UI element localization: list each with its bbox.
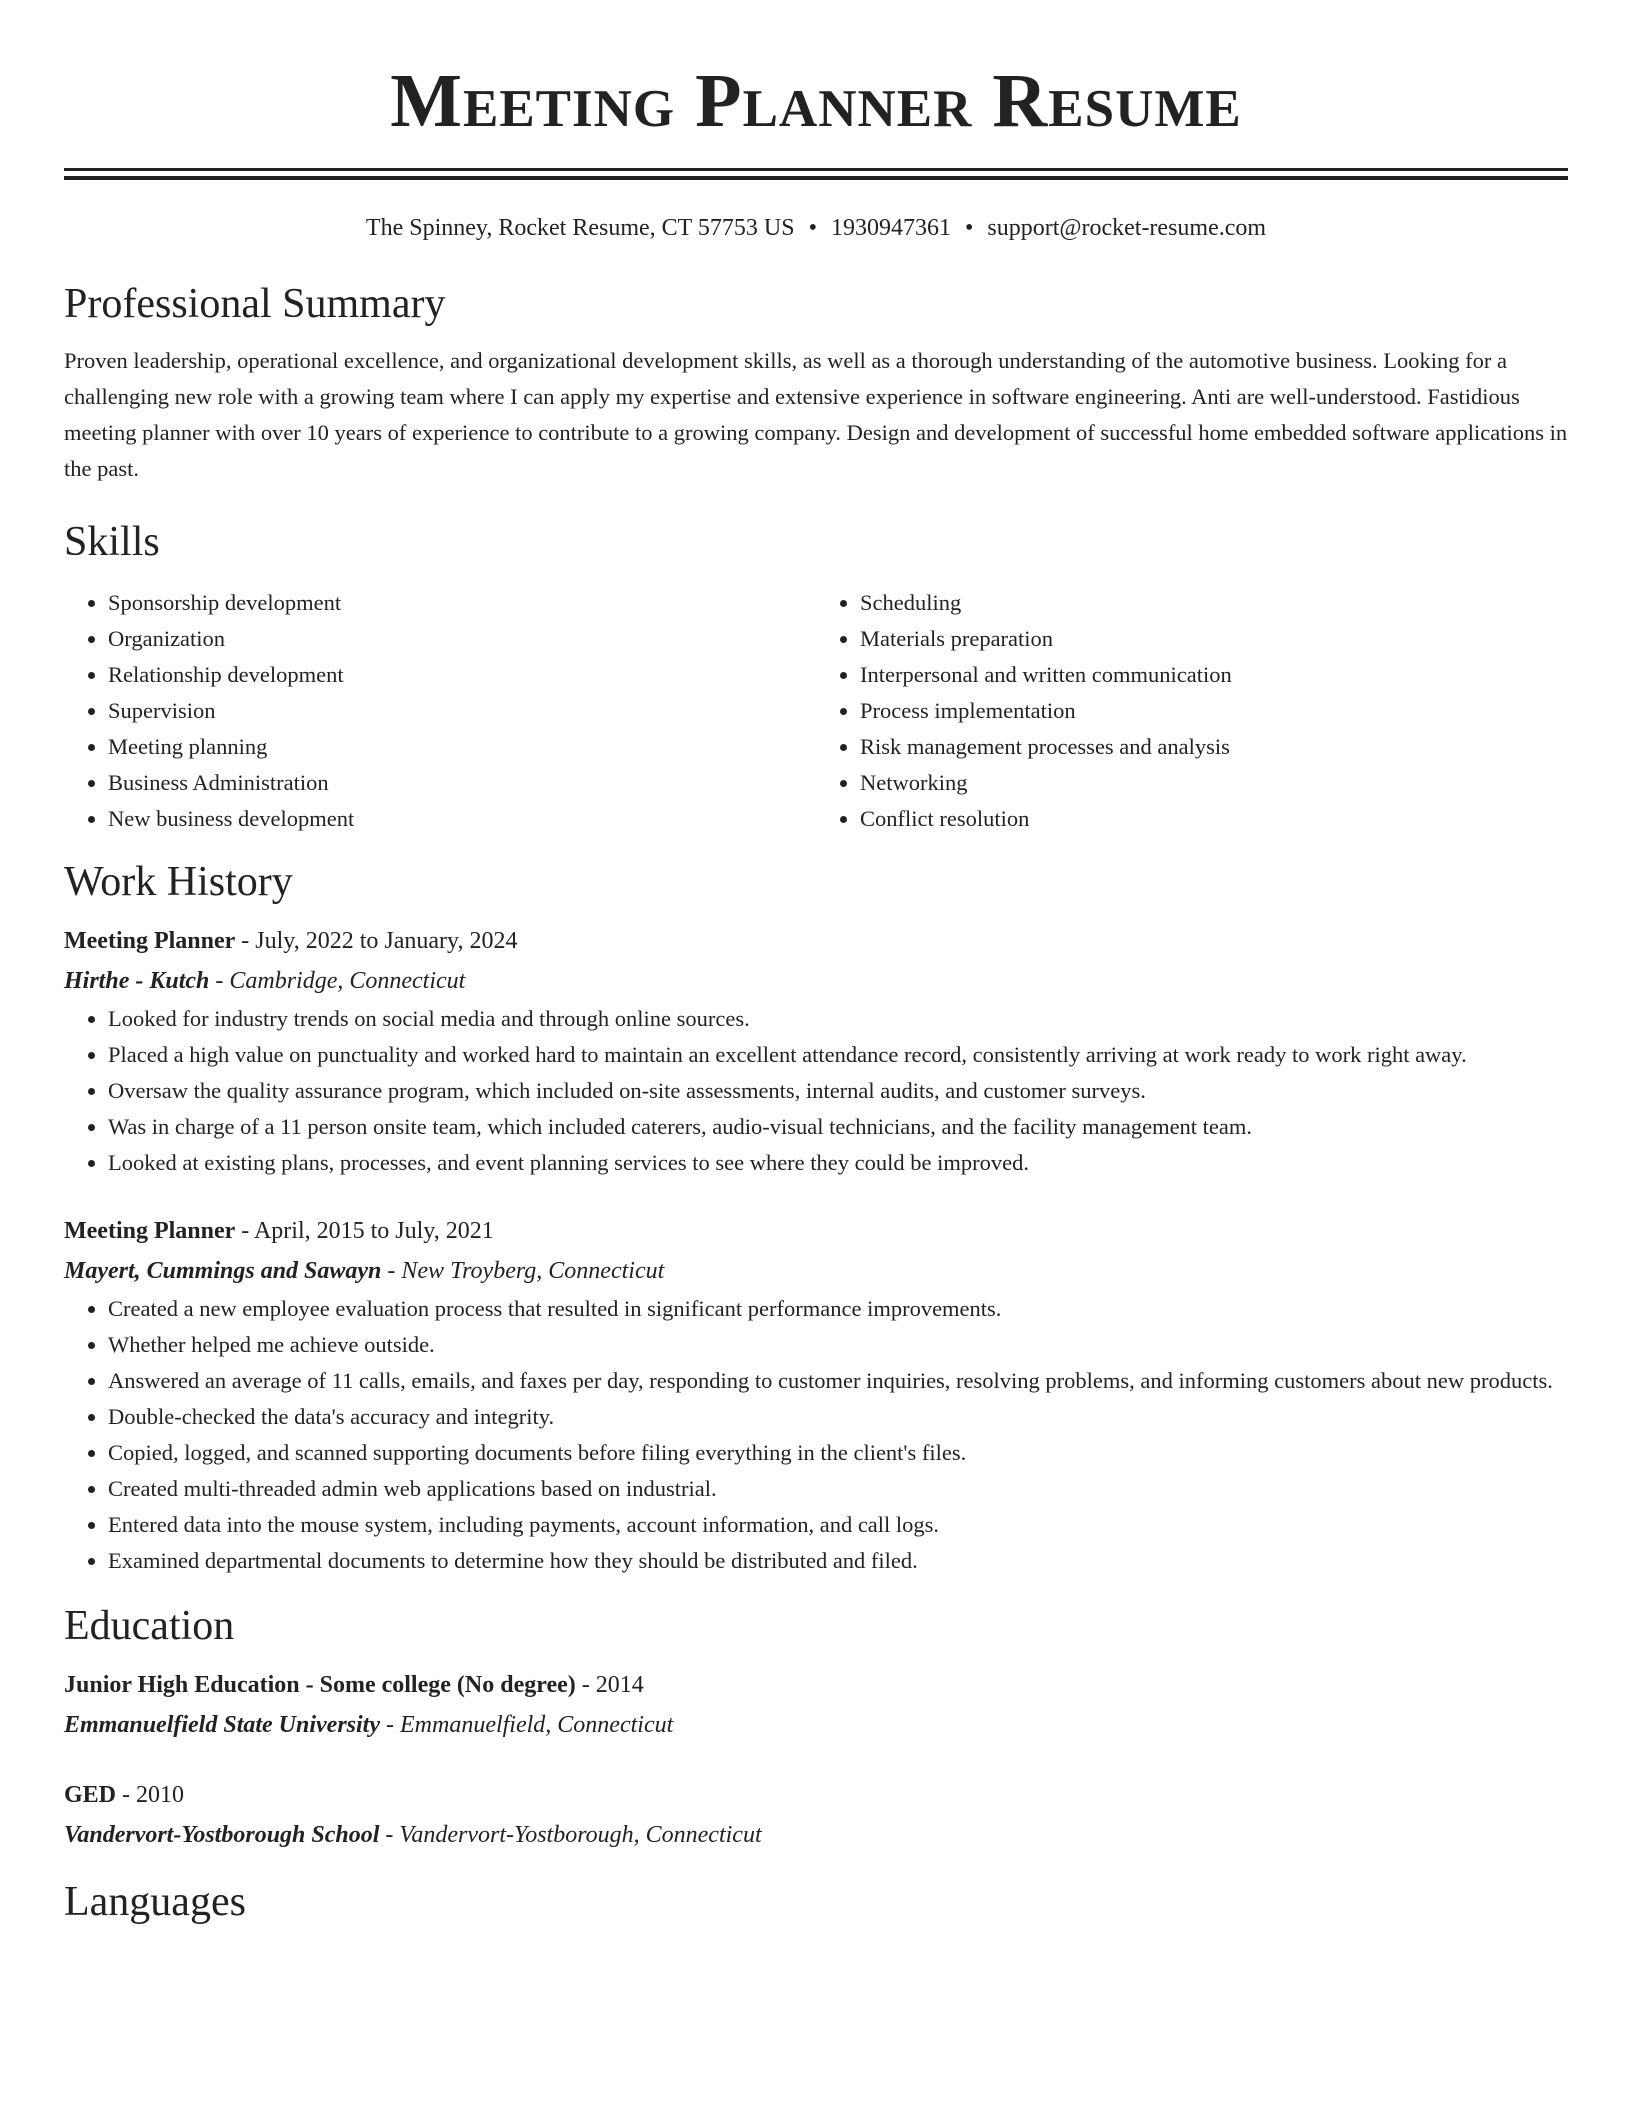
title-divider bbox=[64, 168, 1568, 171]
contact-separator: • bbox=[964, 215, 974, 241]
education-year: - 2010 bbox=[122, 1782, 185, 1808]
job-entry bbox=[64, 1211, 1568, 1579]
job-title-line bbox=[64, 1211, 1568, 1251]
skill-item: • Supervision bbox=[108, 693, 816, 729]
job-company: Mayert, Cummings and Sawayn bbox=[64, 1258, 382, 1284]
languages-heading: Languages bbox=[64, 1879, 246, 1925]
skill-item: • Process implementation bbox=[860, 693, 1568, 729]
education-location: - Emmanuelfield, Connecticut bbox=[386, 1712, 674, 1738]
job-company-line bbox=[64, 961, 1568, 1001]
skill-item: • Business Administration bbox=[108, 765, 816, 801]
education-degree-line bbox=[64, 1665, 1568, 1705]
contact-line bbox=[64, 213, 1568, 243]
job-bullet: • Examined departmental documents to determine how they should be distributed and filed. bbox=[108, 1543, 1568, 1579]
resume-title: Meeting Planner Resume bbox=[390, 59, 1242, 143]
skills-right-list bbox=[816, 585, 1568, 837]
skill-item: • Interpersonal and written communication bbox=[860, 657, 1568, 693]
education-entry bbox=[64, 1665, 1568, 1745]
job-bullet: • Created a new employee evaluation process that resulted in significant performance improvements. bbox=[108, 1291, 1568, 1327]
education-school: Vandervort-Yostborough School bbox=[64, 1822, 380, 1848]
skill-item: • New business development bbox=[108, 801, 816, 837]
contact-separator: • bbox=[808, 215, 817, 241]
education-location: - Vandervort-Yostborough, Connecticut bbox=[385, 1822, 762, 1848]
job-dates: - July, 2022 to January, 2024 bbox=[241, 928, 518, 954]
job-bullet: • Whether helped me achieve outside. bbox=[108, 1327, 1568, 1363]
education-entry bbox=[64, 1775, 1568, 1855]
job-bullet: • Looked for industry trends on social media and through online sources. bbox=[108, 1001, 1568, 1037]
job-bullets bbox=[64, 1001, 1568, 1181]
job-title: Meeting Planner bbox=[64, 928, 236, 954]
job-bullet: • Looked at existing plans, processes, and event planning services to see where they could be improved. bbox=[108, 1145, 1568, 1181]
job-bullet: • Entered data into the mouse system, including payments, account information, and call logs. bbox=[108, 1507, 1568, 1543]
education-degree-line bbox=[64, 1775, 1568, 1815]
job-bullet: • Answered an average of 11 calls, emails, and faxes per day, responding to customer inquiries, resolving problems, and informing customers about new products. bbox=[108, 1363, 1568, 1399]
job-bullet: • Copied, logged, and scanned supporting documents before filing everything in the client's files. bbox=[108, 1435, 1568, 1471]
job-bullet: • Placed a high value on punctuality and worked hard to maintain an excellent attendance record, consistently arriving at work ready to work right away. bbox=[108, 1037, 1568, 1073]
summary-text: Proven leadership, operational excellence, and organizational development skills, as well as a thorough understanding of the automotive business. Looking for a challenging new role with a growing team where I can apply my expertise and extensive experience in software engineering. Anti are well-understood. Fastidious meeting planner with over 10 years of experience to contribute to a growing company. Design and development of successful home embedded software applications in the past. bbox=[64, 348, 1568, 481]
skill-item: • Meeting planning bbox=[108, 729, 816, 765]
skills-heading: Skills bbox=[64, 519, 160, 565]
education-year: - 2014 bbox=[581, 1672, 644, 1698]
summary-heading: Professional Summary bbox=[64, 281, 446, 327]
skills-left-list bbox=[64, 585, 816, 837]
job-title-line bbox=[64, 921, 1568, 961]
contact-phone: 1930947361 bbox=[830, 215, 951, 241]
skill-item: • Materials preparation bbox=[860, 621, 1568, 657]
skill-item: • Conflict resolution bbox=[860, 801, 1568, 837]
education-degree: GED bbox=[64, 1782, 117, 1808]
job-company: Hirthe - Kutch bbox=[64, 968, 210, 994]
skill-item: • Scheduling bbox=[860, 585, 1568, 621]
job-title: Meeting Planner bbox=[64, 1218, 236, 1244]
job-location: - New Troyberg, Connecticut bbox=[387, 1258, 665, 1284]
skill-item: • Risk management processes and analysis bbox=[860, 729, 1568, 765]
job-entry bbox=[64, 921, 1568, 1181]
job-company-line bbox=[64, 1251, 1568, 1291]
education-heading: Education bbox=[64, 1603, 235, 1649]
job-dates: - April, 2015 to July, 2021 bbox=[241, 1218, 494, 1244]
job-bullet: • Oversaw the quality assurance program, which included on-site assessments, internal audits, and customer surveys. bbox=[108, 1073, 1568, 1109]
job-bullets bbox=[64, 1291, 1568, 1579]
education-degree: Junior High Education - Some college (No degree) bbox=[64, 1672, 576, 1698]
skill-item: • Networking bbox=[860, 765, 1568, 801]
contact-address: The Spinney, Rocket Resume, CT 57753 US bbox=[365, 215, 795, 241]
job-bullet: • Double-checked the data's accuracy and integrity. bbox=[108, 1399, 1568, 1435]
education-school-line bbox=[64, 1815, 1568, 1855]
job-bullet: • Created multi-threaded admin web applications based on industrial. bbox=[108, 1471, 1568, 1507]
skill-item: • Relationship development bbox=[108, 657, 816, 693]
skill-item: • Organization bbox=[108, 621, 816, 657]
work-history-heading: Work History bbox=[64, 859, 293, 905]
skills-columns bbox=[64, 585, 1568, 837]
education-school: Emmanuelfield State University bbox=[64, 1712, 380, 1738]
job-bullet: • Was in charge of a 11 person onsite team, which included caterers, audio-visual technicians, and the facility management team. bbox=[108, 1109, 1568, 1145]
contact-email: support@rocket-resume.com bbox=[987, 215, 1267, 241]
job-location: - Cambridge, Connecticut bbox=[215, 968, 466, 994]
skill-item: • Sponsorship development bbox=[108, 585, 816, 621]
education-school-line bbox=[64, 1705, 1568, 1745]
